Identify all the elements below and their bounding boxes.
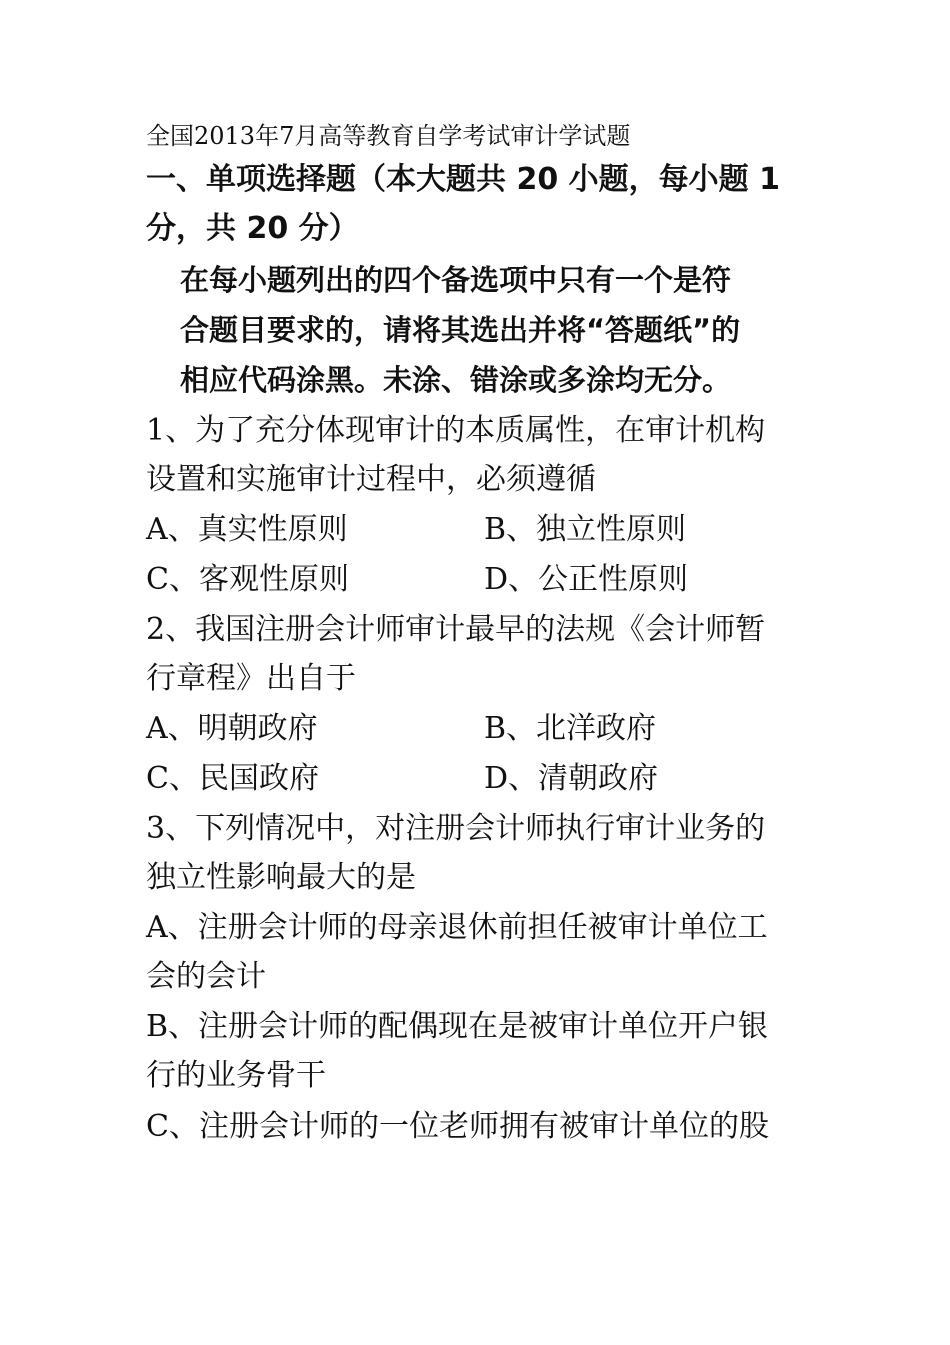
question-2-option-b: B、北洋政府 [484, 711, 657, 746]
question-3-option-b-line-1: B、注册会计师的配偶现在是被审计单位开户银 [146, 1009, 769, 1044]
question-1-option-a: A、真实性原则 [146, 512, 348, 547]
question-1-stem-line-1: 1、为了充分体现审计的本质属性，在审计机构 [146, 413, 766, 448]
question-2-option-d: D、清朝政府 [484, 761, 659, 796]
question-2-option-a: A、明朝政府 [146, 711, 318, 746]
question-1-stem-line-2: 设置和实施审计过程中，必须遵循 [146, 462, 596, 497]
question-1-option-b: B、独立性原则 [484, 512, 687, 547]
question-3-stem-line-1: 3、下列情况中，对注册会计师执行审计业务的 [146, 811, 766, 846]
instructions-line-3: 相应代码涂黑。未涂、错涂或多涂均无分。 [180, 363, 732, 397]
question-2-option-c: C、民国政府 [146, 761, 319, 796]
instructions-line-1: 在每小题列出的四个备选项中只有一个是符 [180, 263, 732, 297]
question-3-option-a-line-1: A、注册会计师的母亲退休前担任被审计单位工 [146, 910, 768, 945]
question-2-stem-line-2: 行章程》出自于 [146, 661, 356, 696]
question-3-option-a-line-2: 会的会计 [146, 959, 266, 994]
section-heading-line-1: 一、单项选择题（本大题共 20 小题，每小题 1 [146, 162, 780, 197]
exam-title: 全国2013年7月高等教育自学考试审计学试题 [146, 122, 631, 150]
section-heading-line-2: 分，共 20 分） [146, 211, 359, 246]
question-3-stem-line-2: 独立性影响最大的是 [146, 860, 416, 895]
question-3-option-c-line-1: C、注册会计师的一位老师拥有被审计单位的股 [146, 1109, 769, 1144]
question-3-option-b-line-2: 行的业务骨干 [146, 1058, 326, 1093]
question-2-stem-line-1: 2、我国注册会计师审计最早的法规《会计师暂 [146, 612, 766, 647]
question-1-option-d: D、公正性原则 [484, 562, 689, 597]
question-1-option-c: C、客观性原则 [146, 562, 349, 597]
instructions-line-2: 合题目要求的，请将其选出并将“答题纸”的 [180, 313, 741, 347]
